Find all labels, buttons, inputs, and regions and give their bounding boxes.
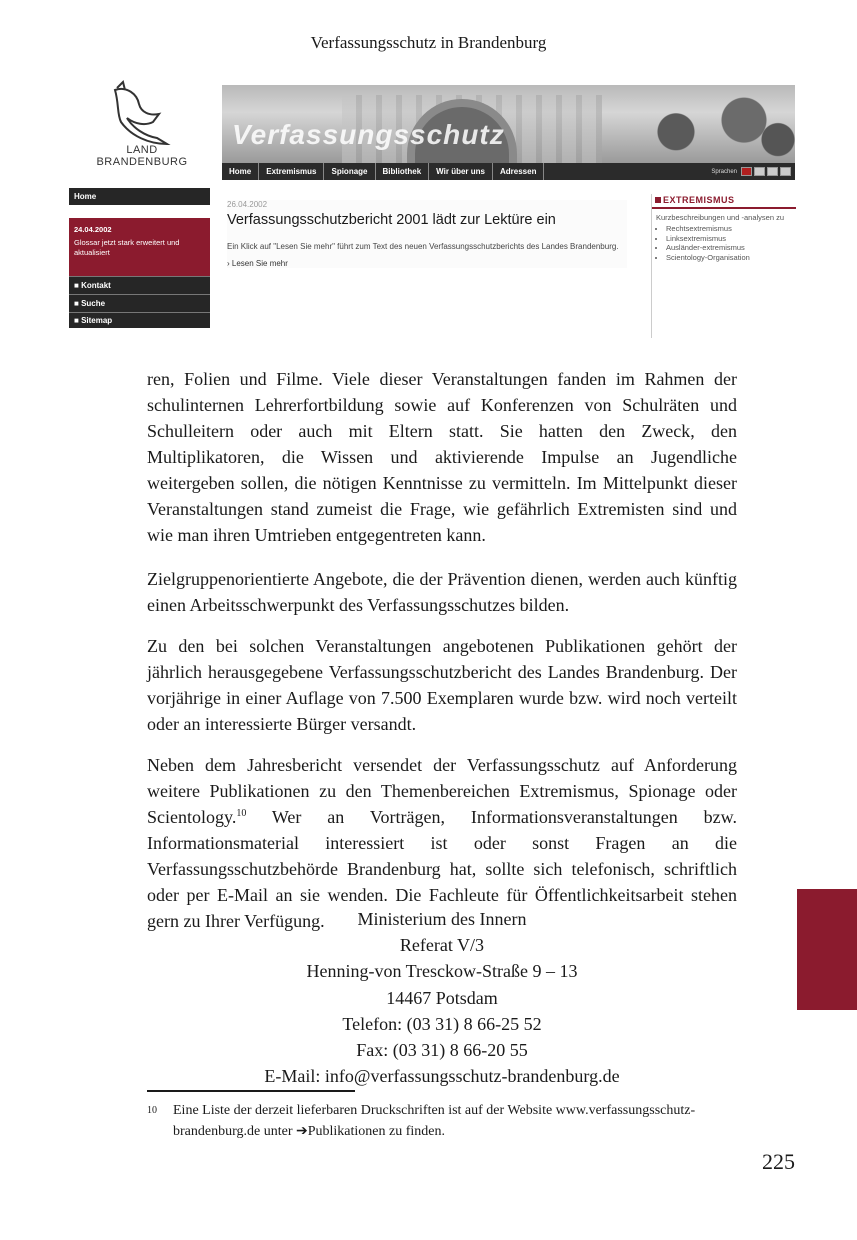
paragraph-text: Wer an Vorträgen, Informationsveranstaltungen bzw. Informationsmaterial interessiert ist oder sonst Fragen an die Verfassungsschutzbehörde Brandenburg hat, sollte sich telefonisch, schriftlich oder per E-Mail an sie wenden. Die Fachleute für Öffentlichkeitsarbeit stehen gern zu Ihrer Verfügung. (147, 807, 737, 931)
nav-bibliothek[interactable]: Bibliothek (376, 163, 430, 180)
paragraph: ren, Folien und Filme. Viele dieser Veranstaltungen fanden im Rahmen der schulinternen Lehrerfortbildung sowie auf Konferenzen von Schulräten und Schulleitern oder auch mit Eltern statt. Sie hatten den Zweck, den Multiplikatoren, die Wissen und aktivierende Impulse an Jugendliche weitergeben sollen, die nötigen Kenntnisse zu vermitteln. Im Mittelpunkt dieser Veranstaltungen stand zumeist die Frage, wie gefährlich Extremisten sind und wie man ihren Umtrieben entgegentreten kann. (147, 369, 737, 545)
address-line: Telefon: (03 31) 8 66-25 52 (342, 1013, 542, 1034)
address-line: Ministerium des Innern (357, 909, 527, 929)
square-icon (655, 197, 661, 203)
paragraph: Zu den bei solchen Veranstaltungen angebotenen Publikationen gehört der jährlich herausgegebene Verfassungsschutzbericht des Landes Brandenburg. Der vorjährige in einer Auflage von 7.500 Exemplaren wurde bzw. wird noch verteilt oder an interessierte Bürger versandt. (147, 636, 737, 734)
address-line: E-Mail: info@verfassungsschutz-brandenburg.de (264, 1066, 620, 1087)
news-text: Glossar jetzt stark erweitert und aktualisiert (74, 238, 180, 258)
site-nav (222, 163, 795, 180)
site-banner (222, 85, 795, 163)
nav-wir-ueber-uns[interactable]: Wir über uns (429, 163, 493, 180)
site-sidebar (69, 188, 210, 328)
footnote-text: Eine Liste der derzeit lieferbaren Druckschriften ist auf der Website www.verfassungsschutz-brandenburg.de unter ➔Publikationen zu finden. (173, 1103, 696, 1139)
sidebar-item-label: Kontakt (81, 281, 111, 290)
address-line: Henning-von Tresckow-Straße 9 – 13 (306, 961, 578, 982)
extremism-link[interactable]: • Scientology-Organisation (666, 253, 792, 263)
sidebar-item-kontakt[interactable]: ■ Kontakt (69, 276, 210, 294)
article-title[interactable]: Verfassungsschutzbericht 2001 lädt zur Lektüre ein (227, 212, 556, 228)
logo-line2: BRANDENBURG (96, 156, 188, 168)
extremism-link[interactable]: • Ausländer-extremismus (666, 243, 792, 253)
extremism-list (652, 224, 796, 263)
read-more-link[interactable]: › Lesen Sie mehr (227, 259, 288, 269)
footnote-rule (147, 1090, 355, 1092)
extremism-box (651, 194, 796, 338)
flag-icon[interactable] (780, 167, 791, 176)
banner-wordmark: Verfassungsschutz (232, 119, 505, 150)
contact-address (0, 906, 857, 1089)
sidebar-home[interactable]: Home (69, 188, 210, 205)
paragraph: Zielgruppenorientierte Angebote, die der Prävention dienen, werden auch künftig einen Arbeitsschwerpunkt des Verfassungsschutzes bilden. (147, 569, 737, 615)
article-date: 26.04.2002 (227, 200, 268, 209)
eagle-logo-icon (97, 80, 187, 150)
footnote (147, 1100, 737, 1142)
website-screenshot (67, 80, 795, 338)
flag-icon[interactable] (754, 167, 765, 176)
address-line: Fax: (03 31) 8 66-20 55 (356, 1040, 528, 1061)
article-teaser: Ein Klick auf "Lesen Sie mehr" führt zum Text des neuen Verfassungsschutzberichts des Landes Brandenburg. (227, 241, 619, 251)
extremism-link[interactable]: • Rechtsextremismus (666, 224, 792, 234)
extremism-heading (652, 194, 796, 209)
extremism-heading-label: EXTREMISMUS (663, 195, 735, 205)
extremism-intro: Kurzbeschreibungen und -analysen zu (656, 213, 785, 222)
nav-adressen[interactable]: Adressen (493, 163, 544, 180)
flag-icon[interactable] (767, 167, 778, 176)
site-logo (67, 80, 217, 185)
sidebar-item-label: Suche (81, 299, 106, 308)
extremism-link[interactable]: • Linksextremismus (666, 234, 792, 244)
news-date: 24.04.2002 (74, 225, 112, 234)
sidebar-news-box[interactable] (69, 218, 210, 276)
language-selector[interactable] (711, 167, 795, 176)
language-label: Sprachen (711, 168, 737, 175)
read-more-label: Lesen Sie mehr (231, 259, 288, 269)
footnote-ref[interactable]: 10 (236, 808, 247, 819)
sidebar-item-label: Sitemap (81, 316, 113, 325)
flag-icon[interactable] (741, 167, 752, 176)
footnote-number: 10 (147, 1105, 157, 1116)
nav-extremismus[interactable]: Extremismus (259, 163, 324, 180)
chapter-thumb-tab (797, 889, 857, 1010)
logo-line1: LAND (126, 144, 158, 156)
address-line: Referat V/3 (399, 935, 485, 956)
address-line: 14467 Potsdam (386, 987, 498, 1008)
site-article (227, 200, 627, 268)
body-text (147, 366, 737, 949)
sidebar-item-sitemap[interactable]: ■ Sitemap (69, 312, 210, 328)
nav-spionage[interactable]: Spionage (324, 163, 375, 180)
running-head: Verfassungsschutz in Brandenburg (310, 33, 547, 52)
page-number: 225 (762, 1149, 795, 1174)
nav-home[interactable]: Home (222, 163, 259, 180)
paragraph-text: Neben dem Jahresbericht versendet der Verfassungsschutz auf Anforderung weitere Publikationen zu den Themenbereichen Extremismus, Spionage oder Scientology. (147, 755, 737, 827)
sidebar-item-suche[interactable]: ■ Suche (69, 294, 210, 312)
